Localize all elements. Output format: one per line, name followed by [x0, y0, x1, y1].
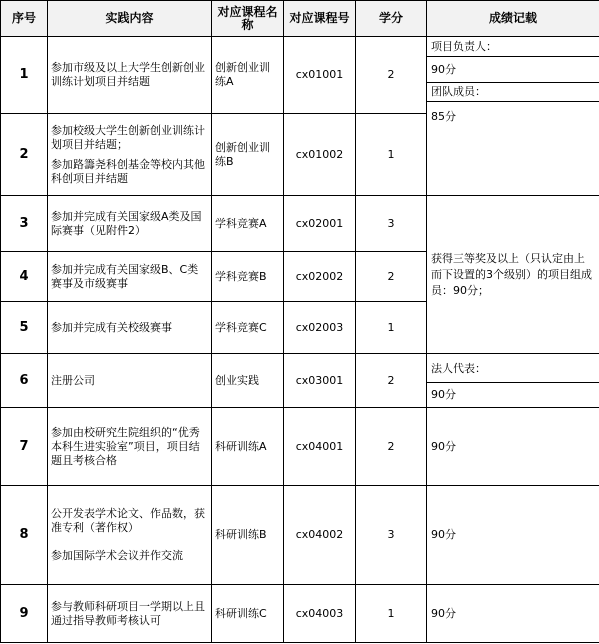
row-number: 1 [1, 37, 48, 114]
grade-line: 90分 [431, 388, 456, 401]
grade-record-6 [427, 354, 599, 408]
header-credit: 学分 [356, 1, 427, 37]
course-code: cx01002 [284, 114, 356, 196]
credit-value: 1 [356, 302, 427, 354]
course-name: 科研训练C [212, 585, 284, 643]
practice-content: 参加由校研究生院组织的“优秀本科生进实验室”项目，项目结题且考核合格 [48, 408, 212, 486]
practice-content [48, 114, 212, 196]
practice-content-part: 参加校级大学生创新创业训练计划项目并结题； [51, 123, 205, 151]
course-name: 学科竞赛B [212, 252, 284, 302]
grade-record-9: 90分 [427, 585, 599, 643]
credit-value: 2 [356, 252, 427, 302]
table-row [1, 196, 599, 252]
practice-content: 参加市级及以上大学生创新创业训练计划项目并结题 [48, 37, 212, 114]
practice-content: 参加并完成有关国家级A类及国际赛事（见附件2） [48, 196, 212, 252]
course-name: 科研训练A [212, 408, 284, 486]
credit-value: 3 [356, 486, 427, 585]
practice-content-part: 公开发表学术论文、作品数，获准专利（著作权） [51, 507, 205, 534]
grade-line: 90分 [427, 57, 599, 83]
practice-content: 参与教师科研项目一学期以上且通过指导教师考核认可 [48, 585, 212, 643]
practice-content [48, 486, 212, 585]
table-row [1, 37, 599, 114]
grade-line: 法人代表： [427, 354, 599, 383]
practice-content-part: 参加路籌尧科创基金等校内其他科创项目并结题 [51, 157, 205, 185]
course-name: 学科竞赛A [212, 196, 284, 252]
table-row [1, 585, 599, 643]
course-code: cx03001 [284, 354, 356, 408]
course-code: cx02002 [284, 252, 356, 302]
grade-record-7: 90分 [427, 408, 599, 486]
course-code: cx04003 [284, 585, 356, 643]
row-number: 3 [1, 196, 48, 252]
grade-line: 85分 [431, 110, 456, 123]
course-code: cx04002 [284, 486, 356, 585]
credit-value: 2 [356, 354, 427, 408]
header-code: 对应课程号 [284, 1, 356, 37]
row-number: 7 [1, 408, 48, 486]
credit-value: 1 [356, 585, 427, 643]
credit-value: 2 [356, 408, 427, 486]
grade-text: 获得三等奖及以上（只认定由上而下设置的3个级别）的项目组成员：90分； [431, 251, 592, 297]
practice-content: 参加并完成有关国家级B、C类赛事及市级赛事 [48, 252, 212, 302]
course-name: 创业实践 [212, 354, 284, 408]
grade-line: 团队成员： [427, 83, 599, 102]
practice-content: 注册公司 [48, 354, 212, 408]
course-code: cx04001 [284, 408, 356, 486]
credit-value: 2 [356, 37, 427, 114]
table-row [1, 408, 599, 486]
grade-record-8: 90分 [427, 486, 599, 585]
grade-line: 项目负责人： [427, 38, 599, 57]
header-content: 实践内容 [48, 1, 212, 37]
table-row [1, 486, 599, 585]
grade-record-3-5 [427, 196, 599, 354]
row-number: 5 [1, 302, 48, 354]
practice-content: 参加并完成有关校级赛事 [48, 302, 212, 354]
table-row [1, 354, 599, 408]
credit-value: 3 [356, 196, 427, 252]
row-number: 2 [1, 114, 48, 196]
row-number: 4 [1, 252, 48, 302]
course-code: cx01001 [284, 37, 356, 114]
grade-record-1-2 [427, 37, 599, 196]
row-number: 8 [1, 486, 48, 585]
course-code: cx02001 [284, 196, 356, 252]
course-name: 学科竞赛C [212, 302, 284, 354]
course-name: 科研训练B [212, 486, 284, 585]
course-name: 创新创业训练B [212, 114, 284, 196]
practice-content-part: 参加国际学术会议并作交流 [51, 549, 183, 562]
header-grade: 成绩记载 [427, 1, 599, 37]
header-row [1, 1, 599, 37]
credit-value: 1 [356, 114, 427, 196]
row-number: 9 [1, 585, 48, 643]
course-name: 创新创业训练A [212, 37, 284, 114]
header-no: 序号 [1, 1, 48, 37]
header-course: 对应课程名称 [212, 1, 284, 37]
row-number: 6 [1, 354, 48, 408]
course-code: cx02003 [284, 302, 356, 354]
